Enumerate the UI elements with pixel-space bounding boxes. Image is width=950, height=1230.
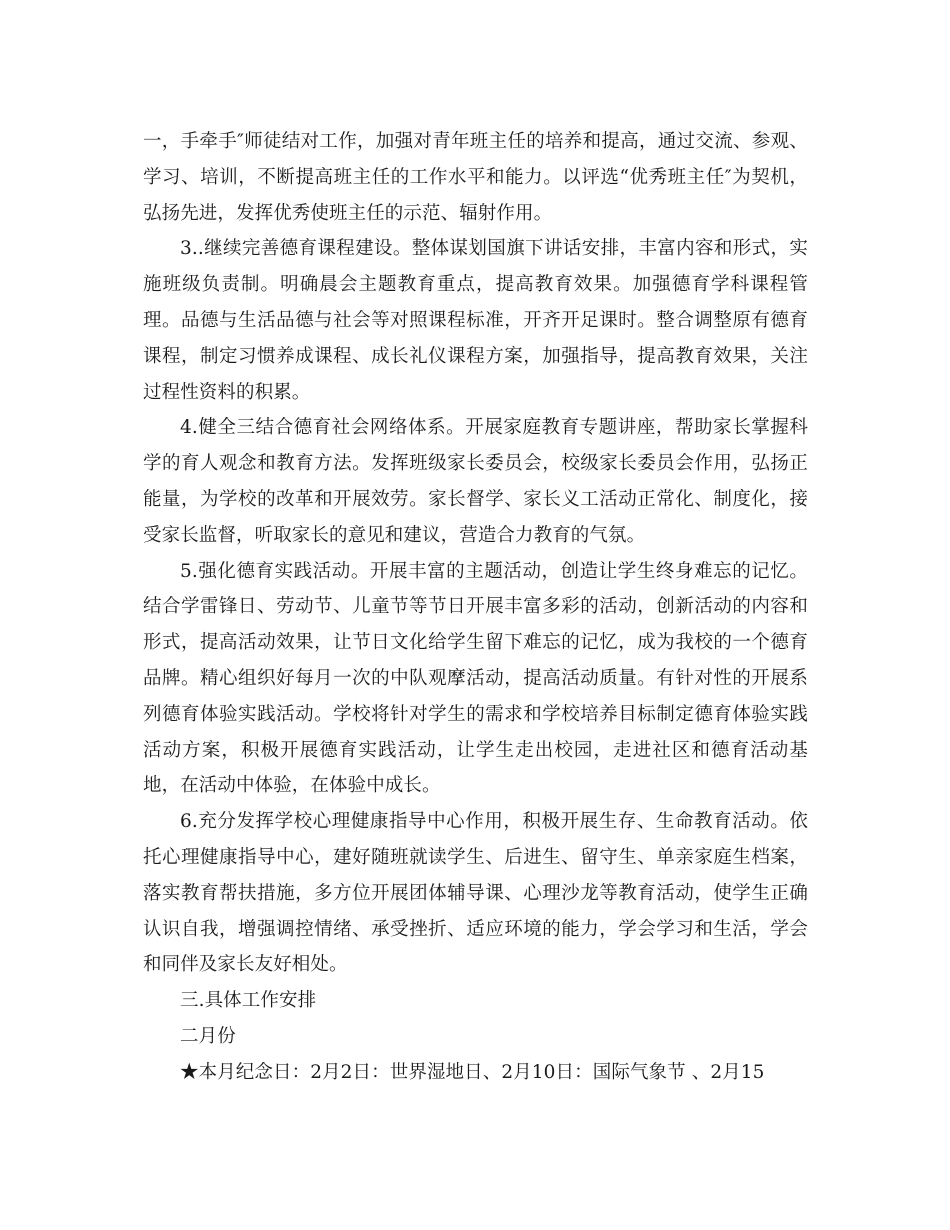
paragraph-item-3: 3..继续完善德育课程建设。整体谋划国旗下讲话安排，丰富内容和形式，实施班级负责制。明确晨会主题教育重点，提高教育效果。加强德育学科课程管理。品德与生活品德与社会等对照课程标准，开齐开足课时。整合调整原有德育课程，制定习惯养成课程、成长礼仪课程方案，加强指导，提高教育效果，关注过程性资料的积累。: [143, 238, 808, 403]
section-heading: 三.具体工作安排: [180, 990, 317, 1012]
paragraph-continuation: 一，手牵手″师徒结对工作，加强对青年班主任的培养和提高，通过交流、参观、学习、培训，不断提高班主任的工作水平和能力。以评选“优秀班主任″为契机，弘扬先进，发挥优秀使班主任的示范、辐射作用。: [143, 131, 808, 224]
paragraph-item-6: 6.充分发挥学校心理健康指导中心作用，积极开展生存、生命教育活动。依托心理健康指导中心，建好随班就读学生、后进生、留守生、单亲家庭生档案，落实教育帮扶措施，多方位开展团体辅导课、心理沙龙等教育活动，使学生正确认识自我，增强调控情绪、承受挫折、适应环境的能力，学会学习和生活，学会和同伴及家长友好相处。: [143, 811, 808, 976]
document-body: [143, 124, 808, 1091]
memorial-days-line: ★本月纪念日：2月2日：世界湿地日、2月10日：国际气象节 、2月15: [180, 1061, 765, 1083]
month-heading: 二月份: [180, 1025, 236, 1047]
paragraph-item-4: 4.健全三结合德育社会网络体系。开展家庭教育专题讲座，帮助家长掌握科学的育人观念和教育方法。发挥班级家长委员会，校级家长委员会作用，弘扬正能量，为学校的改革和开展效劳。家长督学、家长义工活动正常化、制度化，接受家长监督，听取家长的意见和建议，营造合力教育的气氛。: [143, 417, 808, 546]
paragraph-item-5: 5.强化德育实践活动。开展丰富的主题活动，创造让学生终身难忘的记忆。结合学雷锋日、劳动节、儿童节等节日开展丰富多彩的活动，创新活动的内容和形式，提高活动效果，让节日文化给学生留下难忘的记忆，成为我校的一个德育品牌。精心组织好每月一次的中队观摩活动，提高活动质量。有针对性的开展系列德育体验实践活动。学校将针对学生的需求和学校培养目标制定德育体验实践活动方案，积极开展德育实践活动，让学生走出校园，走进社区和德育活动基地，在活动中体验，在体验中成长。: [143, 560, 808, 797]
